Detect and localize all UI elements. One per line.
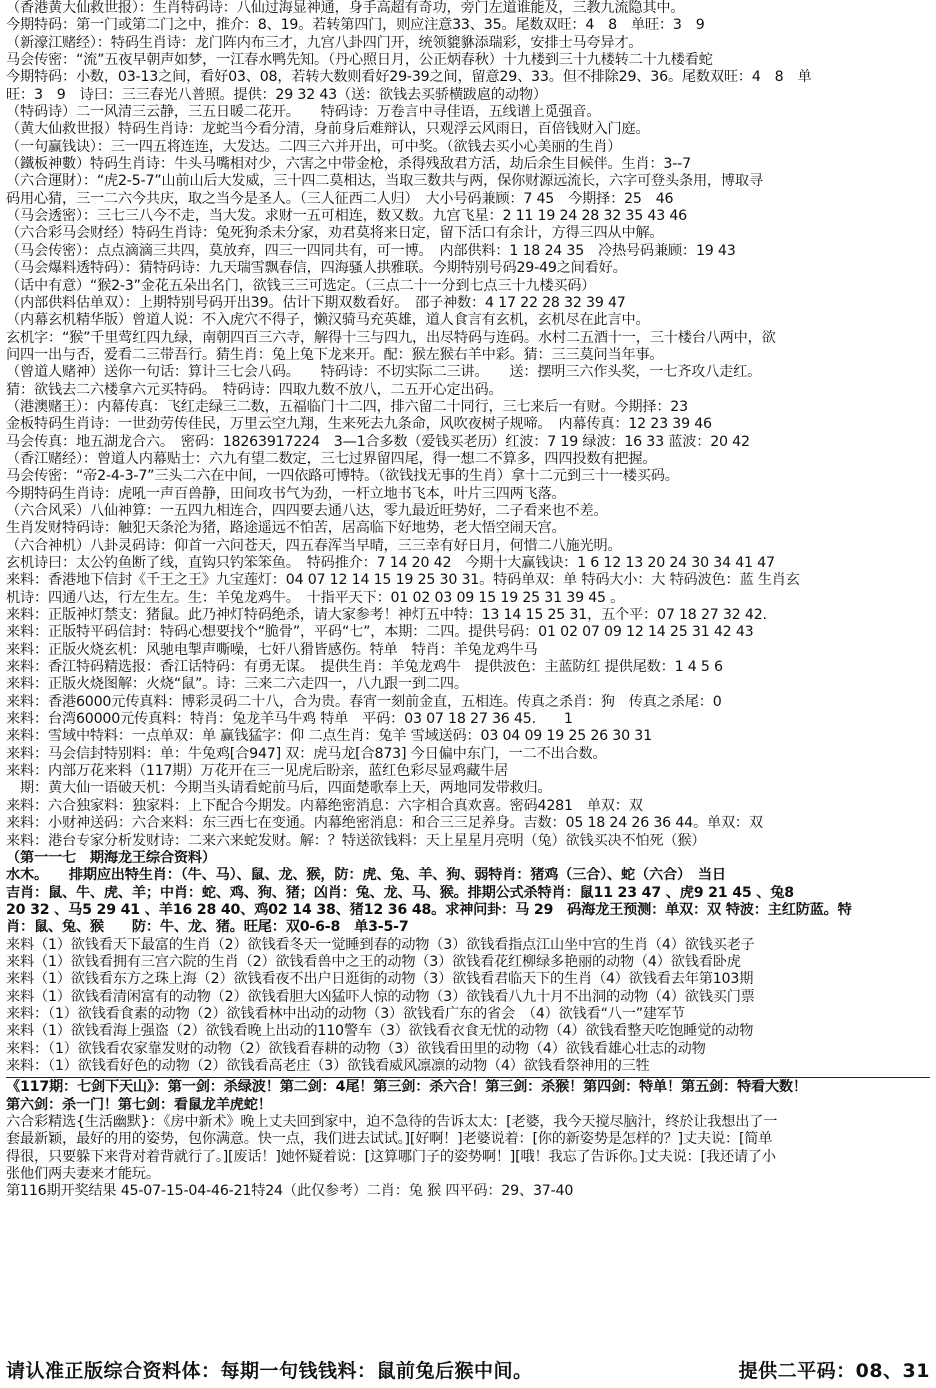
footer-two-numbers: 提供二平码：08、31 [738, 1360, 930, 1382]
text-line: 来料：香江特码精选报：香江话特码：有勇无谋。 提供生肖：羊兔龙鸡牛 提供波色：主蓝防红 提供尾数：1 4 5 6 [6, 659, 723, 676]
bold-text-line: 《117期：七剑下天山》：第一剑：杀绿波！第二剑：4尾！第三剑：杀六合！第三剑：杀猴！第四剑：特单！第五剑：特看大数！ [6, 1079, 807, 1096]
text-line: 今期特码生肖诗：虎吼一声百兽静，田间攻书气为劲，一杆立地书飞本，叶片三四两飞落。 [6, 485, 566, 502]
text-line: 金板特码生肖诗：一世劲劳传佳民，万里云空九翔，生来死去九条命，风吹夜树子规啼。 内幕传真：12 23 39 46 [6, 416, 712, 433]
text-line: 来料：港台专家分析发财诗：二来六来蛇发财。解：？特送欲钱料：天上星星月亮明（兔）欲钱买决不怕死（猴） [6, 832, 706, 849]
text-line: 机诗：四通八达，行左生左。生：羊兔龙鸡牛。 十指平天下：01 02 03 09 15 19 25 31 39 45 。 [6, 589, 625, 606]
text-line: （黄大仙救世报）特码生肖诗：龙蛇当今看分清，身前身后难辩认，只观浮云风雨日，百倍钱财入门庭。 [6, 121, 650, 138]
section-main-tips [6, 0, 930, 850]
text-line: 来料：香港6000元传真料：博彩灵码二十八，合为贵。春宵一刻前金直，五相连。传真之杀肖：狗 传真之杀尾：0 [6, 693, 722, 710]
divider [6, 1077, 930, 1078]
section-hailongwang-riddles [6, 937, 930, 1076]
footer-banner [6, 1358, 930, 1384]
text-line: （六合神机）八卦灵码诗：仰首一六问苍天，四五春浑当早晴，三三幸有好日月，何惜二八施光明。 [6, 537, 622, 554]
section-hailongwang-summary [6, 867, 930, 936]
text-line: 今期特码：第一门或第二门之中，推介：8、19。若转第四门，则应注意33、35。尾数双旺：4 8 单旺：3 9 [6, 17, 705, 34]
text-line: （六合彩马会财经）特码生肖诗：兔死狗杀未分家，劝君莫将来日定，留下活口有余计，方得三四从中解。 [6, 225, 664, 242]
text-line: （话中有意）“猴2-3”金花五朵出名门，欲钱三三可选定。（三点二十一分到七点三十九楼买码） [6, 277, 596, 294]
bold-text-line: 20 32 、马5 29 41 、羊16 28 40、鸡02 14 38、猪12 36 48。求神问卦：马 29 码海龙王预测：单双：双 特波：主红防蓝。特 [6, 901, 852, 918]
text-line: 旺：3 9 诗曰：三三春光八普照。提供：29 32 43（送：欲钱去买骄横跋扈的动物） [6, 86, 547, 103]
story-line: 得很，只要躲下来背对着背就行了。][废话！]她怀疑着说：[这算哪门子的姿势啊！][哦！我忘了告诉你。]丈夫说：[我还请了小 [6, 1148, 776, 1165]
riddle-line: 来料：（1）欲钱看食素的动物（2）欲钱看林中出动的动物（3）欲钱看广东的省会 （4）欲钱看“八一”建军节 [6, 1005, 685, 1022]
text-line: （六合风采）八仙神算：一五四九相连合，四四要去通八达，零九最近旺势好，二子看来也不差。 [6, 502, 608, 519]
text-line: 马会传密：“帝2-4-3-7”三头二六在中间，一四依路可博特。（欲钱找无事的生肖）拿十二元到三十一楼买码。 [6, 468, 679, 485]
text-line: （马会爆料透特码）：猜特码诗：九天瑞雪飘春信，四海骚人拱雅联。今期特别号码29-49之间看好。 [6, 260, 627, 277]
text-line: 问四一出与否，爱看二三带吾行。猜生肖：兔上兔下龙来开。配：猴左猴右羊中彩。猜：三三莫问当年事。 [6, 346, 664, 363]
bold-text-line: 水木。 排期应出特生肖：（牛、马）、鼠、龙、猴，防：虎、兔、羊、狗、弱特肖：猪鸡（三合）、蛇（六合） 当日 [6, 867, 726, 884]
riddle-line: 来料（1）欲钱看拥有三宫六院的生肖（2）欲钱看兽中之王的动物（3）欲钱看花红柳绿多艳丽的动物（4）欲钱看卧虎 [6, 953, 741, 970]
text-line: （马会传密）：点点滴滴三共四，莫放弃，四三一四同共有，可一博。 内部供料：1 18 24 35 冷热号码兼顾：19 43 [6, 242, 736, 259]
seven-swords-lines [6, 1079, 930, 1114]
document-page [6, 0, 930, 1388]
riddle-line: 来料（1）欲钱看东方之珠上海（2）欲钱看夜不出户日逛街的动物（3）欲钱看君临天下的生肖（4）欲钱看去年第103期 [6, 971, 754, 988]
text-line: 来料：马会信封特别料：单：牛兔鸡[合947] 双：虎马龙[合873] 今日偏中东门，一二不出合数。 [6, 745, 607, 762]
text-line: 来料：正版特平码信封：特码心想要找个“脆骨”，平码“七”，本期：二四。提供号码：01 02 07 09 12 14 25 31 42 43 [6, 624, 754, 641]
text-line: （内幕玄机精华版）曾道人说：不入虎穴不得子，懒汉骑马充英雄，道人食言有玄机，玄机尽在此言中。 [6, 312, 650, 329]
text-line: 生肖发财特码诗：触犯天条沦为猪，路途遥远不怕苦，居高临下好地势，老大悟空闹天宫。 [6, 520, 566, 537]
text-line: 来料：香港地下信封《千王之王》九宝莲灯：04 07 12 14 15 19 25 30 31。特码单双：单 特码大小：大 特码波色：蓝 生肖玄 [6, 572, 800, 589]
footer-slogan: 请认准正版综合资料体：每期一句钱钱料：鼠前兔后猴中间。 [6, 1360, 533, 1382]
story-line: 套最新颖，最好的用的姿势，包你满意。快一点，我们进去试试。][好啊！]老婆说着：[你的新姿势是怎样的？]丈夫说：[简单 [6, 1131, 773, 1148]
text-line: 玄机诗曰：太公钓鱼断了线，直钩只钓笨笨鱼。 特码推介：7 14 20 42 今期十大赢钱诀：1 6 12 13 20 24 30 34 41 47 [6, 555, 775, 571]
text-line: 来料：台湾60000元传真料：特肖：兔龙羊马牛鸡 特单 平码：03 07 18 27 36 45. 1 [6, 711, 573, 728]
section-seven-swords [6, 1079, 930, 1183]
bold-text-line: 肖：鼠、兔、猴 防：牛、龙、猪。旺尾：双0-6-8 单3-5-7 [6, 919, 409, 936]
text-line: 马会传真：地五湖龙合六。 密码：18263917224 3—1合多数（爱钱买老历）红波：7 19 绿波：16 33 蓝波：20 42 [6, 433, 750, 450]
text-line: （一句赢钱诀）：三一四五将连连，大发达。二四三六并开出，可中奖。（欲钱去买小心美丽的生肖） [6, 138, 622, 155]
riddle-line: 来料（1）欲钱看清闲富有的动物（2）欲钱看胆大凶猛吓人惊的动物（3）欲钱看八九十月不出洞的动物（4）欲钱买门票 [6, 988, 755, 1005]
riddle-line: 来料（1）欲钱看海上强盗（2）欲钱看晚上出动的110警车（3）欲钱看衣食无忧的动物（4）欲钱看整天吃饱睡觉的动物 [6, 1023, 754, 1040]
riddle-line: 来料：（1）欲钱看好色的动物（2）欲钱看高老庄（3）欲钱看威风凛凛的动物（4）欲钱看祭神用的三牲 [6, 1057, 650, 1074]
bold-text-line: 第六剑：杀一门！第七剑：看鼠龙羊虎蛇！ [6, 1096, 272, 1113]
text-line: （内部供料估单双）：上期特别号码开出39。估计下期双数看好。 邵子神数：4 17 22 28 32 39 47 [6, 294, 626, 311]
text-line: （香港黄大仙救世报）：生肖特码诗：八仙过海显神通，身手高超有奇功，旁门左道谁能及，三教九流隐其中。 [6, 0, 685, 16]
section-heading: （第一一七 期海龙王综合资料） [6, 849, 216, 866]
bold-text-line: 吉肖：鼠、牛、虎、羊；中肖：蛇、鸡、狗、猪；凶肖：兔、龙、马、猴。排期公式杀特肖：鼠11 23 47 、虎9 21 45 、兔8 [6, 884, 794, 901]
section-hailongwang [6, 850, 930, 1075]
text-line: 玄机字：“猴”千里莺红四九绿，南朝四百三六寺，解得十三与四九，出尽特码与连码。水村二五酒十一，三十楼台八两中，欲 [6, 329, 776, 346]
text-line: （六合運財）：“虎2-5-7”山前山后大发威，三十四二莫相达，当取三数共与两，保你财源远流长，六字可登头条用，博取寻 [6, 173, 763, 190]
lottery-result-line: 第116期开奖结果 45-07-15-04-46-21特24（此仅参考）二肖：兔 猴 四平码：29、37-40 [6, 1183, 574, 1200]
story-line: 六合彩精选{生活幽默}：《房中新术》晚上丈夫回到家中，迫不急待的告诉太太：[老婆，我今天搅尽脑汁，终於让我想出了一 [6, 1114, 778, 1130]
text-line: 来料：内部万花来料（117期）万花开在三一见虎后盼亲，蓝红色彩尽显鸡藏牛居 [6, 763, 509, 780]
riddle-line: 来料（1）欲钱看天下最富的生肖（2）欲钱看冬天一觉睡到春的动物（3）欲钱看指点江山坐中宫的生肖（4）欲钱买老子 [6, 936, 755, 953]
text-line: 来料：正版火烧玄机：风驰电掣声嘶噪，七奸八猾皆感伤。特单 特肖：羊兔龙鸡牛马 [6, 641, 538, 658]
text-line: 今期特码：小数，03-13之间，看好03、08，若转大数则看好29-39之间，留意29、33。但不排除29、36。尾数双旺：4 8 单 [6, 69, 812, 86]
text-line: 期：黄大仙一语破天机：今期当头请看蛇前马后，四面楚歌奉上天，两地同发带救归。 [6, 780, 552, 797]
text-line: 来料：正版神灯禁支：猪鼠。此乃神灯特码绝杀，请大家参考！神灯五中特：13 14 15 25 31，五个平：07 18 27 32 42. [6, 607, 767, 624]
text-line: 来料：正版火烧图解：火烧“鼠”。诗：三来二六走四一，八九跟一到二四。 [6, 676, 468, 693]
text-line: （香江赌经）：曾道人内幕贴士：六九有望二数定，三七过界留四尾，得一想二不算多，四四投数有把握。 [6, 450, 657, 467]
text-line: 来料：小财神送码：六合来料：东三西七在变通。内幕绝密消息：和合三三足养身。吉数：05 18 24 26 36 44。单双：双 [6, 815, 763, 832]
text-line: 来料：雪域中特料：一点单双：单 赢钱猛字：仰 二点生肖：兔羊 雪域送码：03 04 09 19 25 26 30 31 [6, 728, 652, 745]
text-line: （曾道人赌神）送你一句话：算计三七会八码。 特码诗：不切实际二三讲。 送：摆明三六作头奖，一七齐攻八走红。 [6, 364, 762, 381]
text-line: （马会透密）：三七三八今不走，当大发。求财一五可相连，数又数。九宫飞星：2 11 19 24 28 32 35 43 46 [6, 208, 687, 225]
humor-story [6, 1114, 930, 1183]
text-line: 来料：六合独家料：独家料：上下配合今期发。内幕绝密消息：六字相合真欢喜。密码4281 单双：双 [6, 797, 643, 814]
text-line: （特码诗）二一风清三云静，三五日暖二花开。 特码诗：万卷言中寻佳语，五线谱上觅强音。 [6, 104, 601, 121]
text-line: 码用心猜，三一二六今共庆，取之当今是圣人。（三人征西二人归） 大小号码兼顾：7 45 今期择：25 46 [6, 190, 674, 207]
text-line: （鐵板神數）特码生肖诗：牛头马嘴相对少，六害之中带金枪，杀得残敌君方活，劫后余生目候伴。生肖：3--7 [6, 156, 691, 173]
text-line: 猜：欲钱去二六楼拿六元买特码。 特码诗：四取九数不放八，二五开心定出码。 [6, 381, 503, 398]
text-line: （新濠江赌经）：特码生肖诗：龙门阵内布三才，九宫八卦四门开，统领貔貅添瑞彩，安排士马夸异才。 [6, 34, 643, 51]
story-line: 张他们两夫妻来才能玩。 [6, 1166, 160, 1183]
text-line: （港澳赌王）：内幕传真：飞红走绿三二数，五福临门十二四，排六留二十同行，三七来后一有财。今期择：23 [6, 398, 688, 415]
riddle-line: 来料：（1）欲钱看农家靠发财的动物（2）欲钱看春耕的动物（3）欲钱看田里的动物（4）欲钱看雄心壮志的动物 [6, 1040, 706, 1057]
text-line: 马会传密：“流”五夜早朝声如梦，一江春水鸭先知。（丹心照日月，公正炳春秋）十九楼到三十九楼转二十九楼看蛇 [6, 52, 713, 69]
